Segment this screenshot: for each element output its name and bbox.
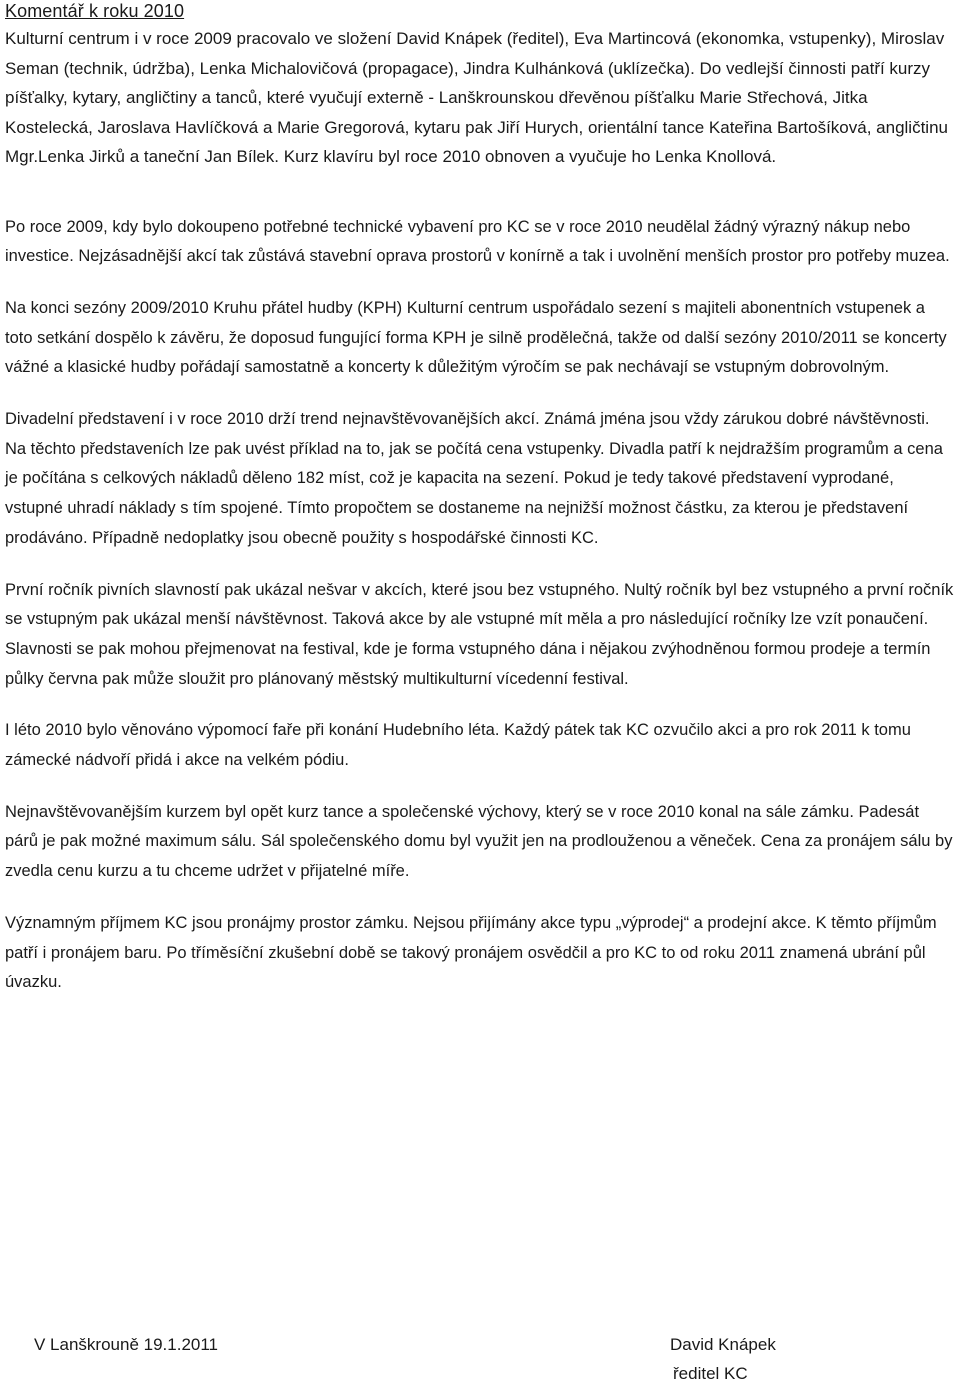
paragraph-beer-festival: První ročník pivních slavností pak ukázal nešvar v akcích, které jsou bez vstupného. Nultý ročník byl bez vstupného a první ročník se vstupným pak ukázal menší návštěvnost. Taková akce by ale vstupné mít měla a pro následující ročníky lze vzít ponaučení. Slavnosti se pak mohou přejmenovat na festival, kde je forma vstupného dána i nějakou zvýhodněnou formou prodeje a termín půlky června pak může sloužit pro plánovaný městský multikulturní vícedenní festival. [5, 580, 954, 688]
signature-name: David Knápek [670, 1335, 776, 1354]
paragraph-staff: Kulturní centrum i v roce 2009 pracovalo ve složení David Knápek (ředitel), Eva Martincová (ekonomka, vstupenky), Miroslav Seman (technik, údržba), Lenka Michalovičová (propagace), Jindra Kulhánková (uklízečka). Do vedlejší činnosti patří kurzy píšťalky, kytary, angličtiny a tanců, které vyučují externě - Lanškrounskou dřevěnou píšťalku Marie Střechová, Jitka Kostelecká, Jaroslava Havlíčková a Marie Gregorová, kytaru pak Jiří Hurych, orientální tance Kateřina Bartošíková, angličtinu Mgr.Lenka Jirků a taneční Jan Bílek. Kurz klavíru byl roce 2010 obnoven a vyučuje ho Lenka Knollová. [5, 29, 948, 166]
document-title: Komentář k roku 2010 [5, 1, 185, 21]
paragraph-investment: Po roce 2009, kdy bylo dokoupeno potřebné technické vybavení pro KC se v roce 2010 neudělal žádný výrazný nákup nebo investice. Nejzásadnější akcí tak zůstává stavební oprava prostorů v konírně a tak i uvolnění menších prostor pro potřeby muzea. [5, 217, 950, 266]
paragraph-kph: Na konci sezóny 2009/2010 Kruhu přátel hudby (KPH) Kulturní centrum uspořádalo sezení s majiteli abonentních vstupenek a toto setkání dospělo k závěru, že doposud fungující forma KPH je silně prodělečná, takže od další sezóny 2010/2011 se koncerty vážné a klasické hudby pořádají samostatně a koncerty k důležitým výročím se pak nechávají se vstupným dobrovolným. [5, 298, 947, 377]
paragraph-theatre: Divadelní představení i v roce 2010 drží trend nejnavštěvovanějších akcí. Známá jména jsou vždy zárukou dobré návštěvnosti. Na těchto představeních lze pak uvést příklad na to, jak se počítá cena vstupenky. Divadla patří k nejdražším programům a cena je počítána s celkových nákladů děleno 182 míst, což je kapacita na sezení. Pokud je tedy takové představení vyprodané, vstupné uhradí náklady s tím spojené. Tímto propočtem se dostaneme na nejnižší možnost částku, za kterou je představení prodáváno. Případně nedoplatky jsou obecně použity s hospodářské činnosti KC. [5, 410, 943, 547]
paragraph-dance-course: Nejnavštěvovanějším kurzem byl opět kurz tance a společenské výchovy, který se v roce 2010 konal na sále zámku. Padesát párů je pak možné maximum sálu. Sál společenského domu byl využit jen na prodlouženou a věneček. Cena za pronájem sálu by zvedla cenu kurzu a tu chceme udržet v přijatelné míře. [5, 802, 953, 881]
paragraph-rentals: Významným příjmem KC jsou pronájmy prostor zámku. Nejsou přijímány akce typu „výprodej“ a prodejní akce. K těmto příjmům patří i pronájem baru. Po tříměsíční zkušební době se takový pronájem osvědčil a pro KC to od roku 2011 znamená ubrání půl úvazku. [5, 913, 937, 992]
place-date: V Lanškrouně 19.1.2011 [34, 1335, 218, 1354]
signature-role: ředitel KC [673, 1364, 748, 1383]
paragraph-summer: I léto 2010 bylo věnováno výpomocí faře při konání Hudebního léta. Každý pátek tak KC ozvučilo akci a pro rok 2011 k tomu zámecké nádvoří přidá i akce na velkém pódiu. [5, 721, 911, 770]
document-page [5, 0, 955, 998]
signature-block [670, 1330, 776, 1388]
